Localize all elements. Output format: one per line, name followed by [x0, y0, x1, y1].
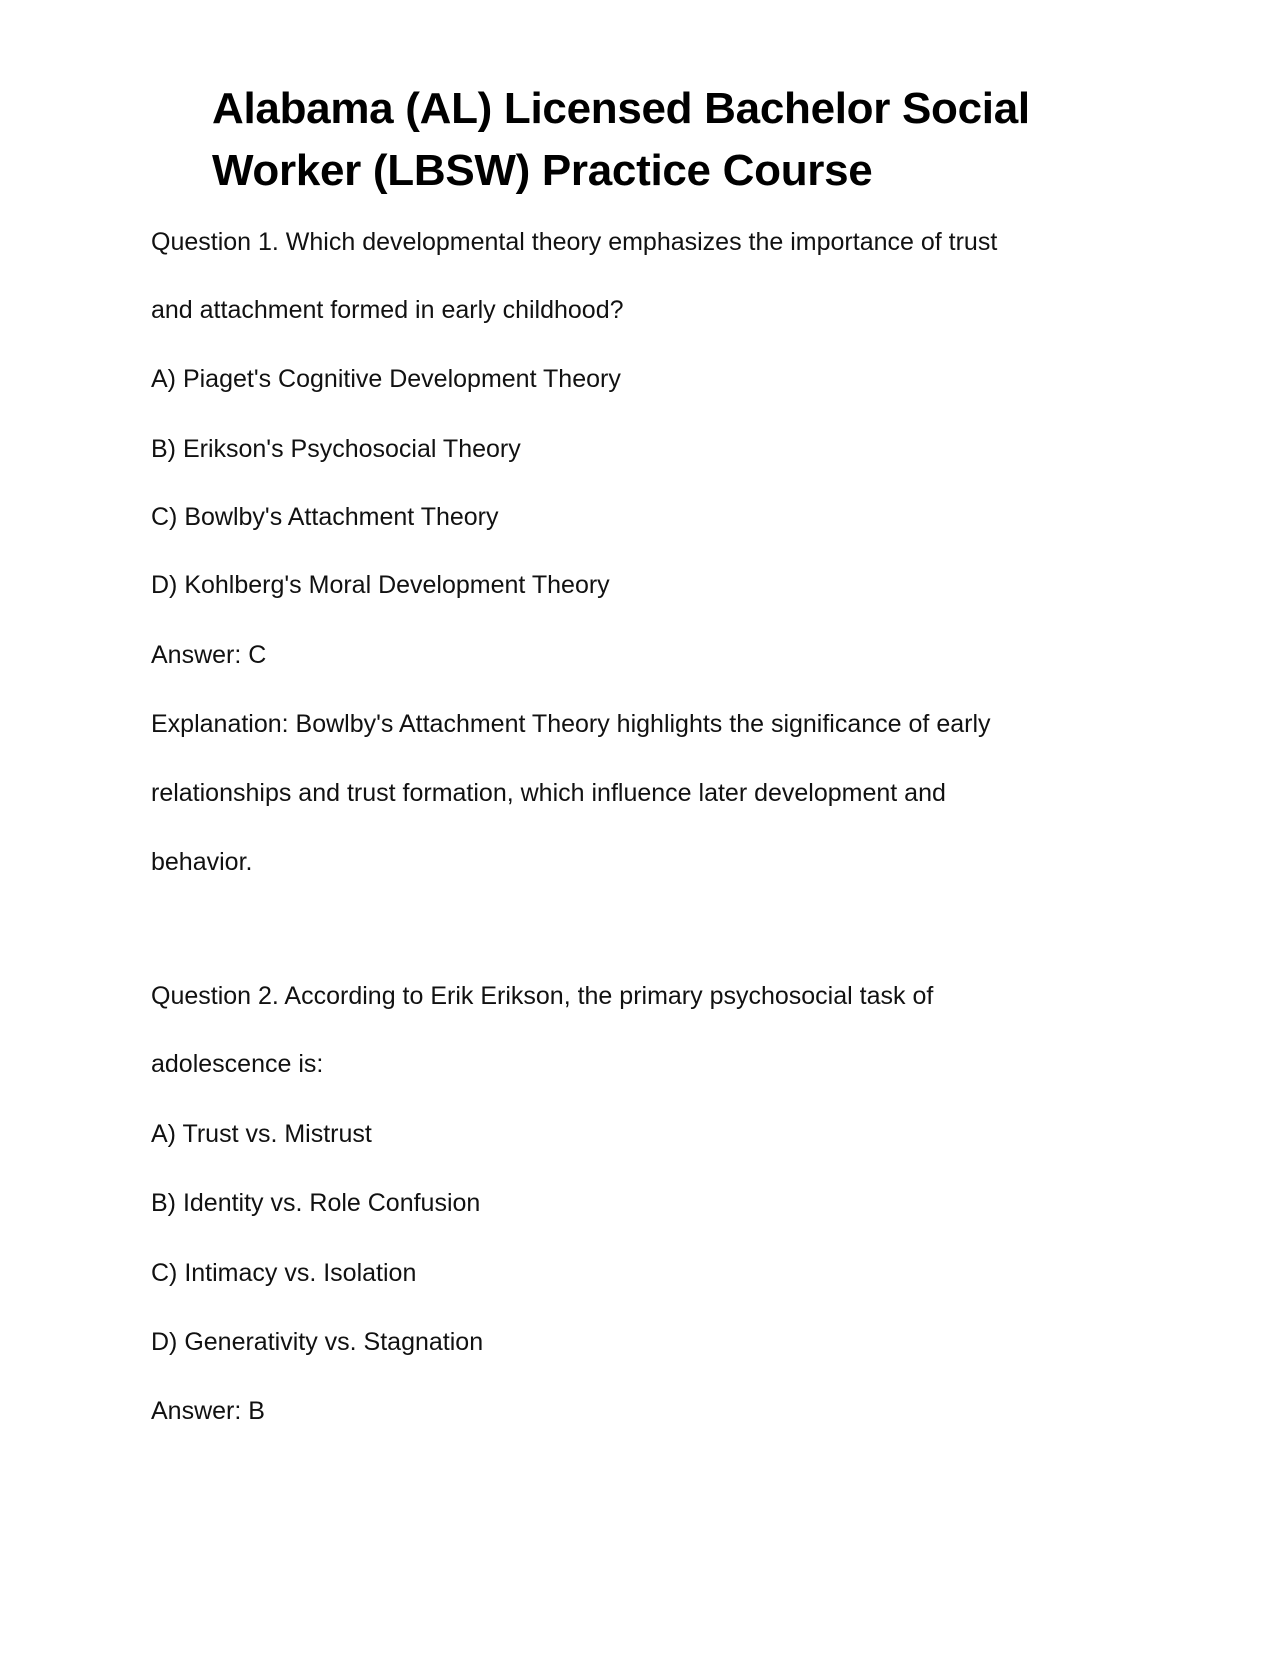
question-1-explanation-line-3: behavior.	[151, 848, 253, 876]
question-2-answer: Answer: B	[151, 1397, 265, 1425]
question-1-option-a: A) Piaget's Cognitive Development Theory	[151, 365, 621, 393]
question-1-answer: Answer: C	[151, 641, 267, 669]
question-1-text-line-2: and attachment formed in early childhood?	[151, 296, 624, 324]
question-2-option-b: B) Identity vs. Role Confusion	[151, 1189, 481, 1217]
question-1-explanation-line-1: Explanation: Bowlby's Attachment Theory highlights the significance of early	[151, 710, 991, 738]
question-1-option-c: C) Bowlby's Attachment Theory	[151, 503, 499, 531]
question-1-option-b: B) Erikson's Psychosocial Theory	[151, 435, 521, 463]
document-title: Alabama (AL) Licensed Bachelor Social Worker (LBSW) Practice Course	[212, 84, 1030, 195]
question-2-text-line-2: adolescence is:	[151, 1050, 324, 1078]
question-2-option-c: C) Intimacy vs. Isolation	[151, 1259, 417, 1287]
question-2-option-d: D) Generativity vs. Stagnation	[151, 1328, 484, 1356]
question-1-explanation-line-2: relationships and trust formation, which influence later development and	[151, 779, 946, 807]
question-1-option-d: D) Kohlberg's Moral Development Theory	[151, 571, 610, 599]
question-1-text-line-1: Question 1. Which developmental theory emphasizes the importance of trust	[151, 228, 998, 256]
question-2-text-line-1: Question 2. According to Erik Erikson, the primary psychosocial task of	[151, 982, 934, 1010]
question-2-option-a: A) Trust vs. Mistrust	[151, 1120, 372, 1148]
